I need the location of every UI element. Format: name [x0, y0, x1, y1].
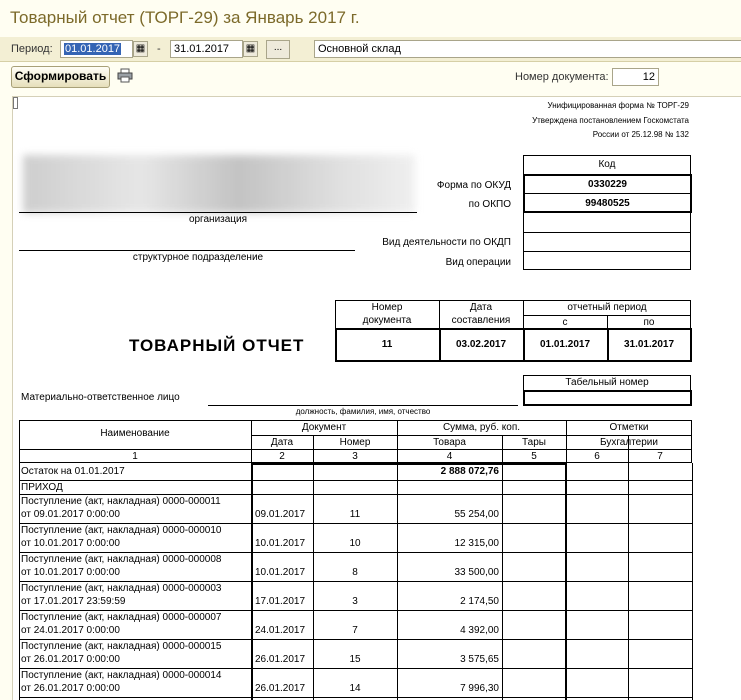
doc-number-value: 11: [381, 339, 393, 350]
operation-label: Вид операции: [445, 257, 511, 268]
okpo-value: 99480525: [585, 198, 630, 209]
generate-button[interactable]: Сформировать: [11, 66, 110, 88]
okud-label: Форма по ОКУД: [436, 180, 511, 191]
row-date: 10.01.2017: [255, 538, 306, 549]
col-number-6: 6: [594, 451, 600, 462]
printer-icon[interactable]: [117, 68, 133, 83]
doc-number-input[interactable]: 12: [612, 68, 659, 86]
col-document-header: Документ: [301, 422, 347, 433]
organization-blurred: [23, 155, 415, 213]
okud-value: 0330229: [588, 179, 627, 190]
warehouse-input[interactable]: Основной склад: [314, 40, 741, 58]
doc-number-header-2: документа: [362, 315, 412, 326]
balance-value: 2 888 072,76: [440, 466, 499, 477]
row-number: 11: [349, 509, 361, 520]
col-number-7: 7: [657, 451, 663, 462]
row-name-line2: от 17.01.2017 23:59:59: [21, 596, 126, 607]
report-sheet: [12, 96, 741, 700]
col-number-3: 3: [352, 451, 358, 462]
row-name-line2: от 26.01.2017 0:00:00: [21, 683, 120, 694]
balance-label: Остаток на 01.01.2017: [21, 466, 125, 477]
okdp-label: Вид деятельности по ОКДП: [382, 237, 511, 248]
period-to-value: 31.01.2017: [623, 339, 675, 350]
row-name-line1: Поступление (акт, накладная) 0000-000003: [21, 583, 222, 594]
col-number-2: 2: [279, 451, 285, 462]
col-name-header: Наименование: [100, 428, 170, 439]
row-name-line1: Поступление (акт, накладная) 0000-000010: [21, 525, 222, 536]
row-sum: 7 996,30: [460, 683, 499, 694]
window-title: Товарный отчет (ТОРГ-29) за Январь 2017 г.: [10, 8, 360, 27]
row-name-line2: от 26.01.2017 0:00:00: [21, 654, 120, 665]
col-date-header: Дата: [270, 437, 294, 448]
row-sum: 2 174,50: [460, 596, 499, 607]
row-name-line1: Поступление (акт, накладная) 0000-000014: [21, 670, 222, 681]
row-date: 26.01.2017: [255, 654, 306, 665]
row-sum: 33 500,00: [454, 567, 499, 578]
row-date: 10.01.2017: [255, 567, 306, 578]
report-title: ТОВАРНЫЙ ОТЧЕТ: [129, 336, 305, 355]
unified-form-text: Унифицированная форма № ТОРГ-29: [547, 101, 689, 110]
period-from-header: с: [562, 317, 568, 328]
doc-date-value: 03.02.2017: [455, 339, 507, 350]
row-number: 14: [349, 683, 361, 694]
row-number: 10: [349, 538, 361, 549]
subdivision-caption: структурное подразделение: [132, 252, 264, 263]
tab-number-header: Табельный номер: [565, 377, 649, 388]
col-sum-header: Сумма, руб. коп.: [442, 422, 521, 433]
row-sum: 12 315,00: [454, 538, 499, 549]
date-dash: -: [157, 43, 161, 55]
row-number: 8: [352, 567, 358, 578]
row-name-line2: от 10.01.2017 0:00:00: [21, 538, 120, 549]
row-number: 7: [352, 625, 358, 636]
row-number: 15: [349, 654, 361, 665]
row-name-line2: от 09.01.2017 0:00:00: [21, 509, 120, 520]
row-name-line1: Поступление (акт, накладная) 0000-000007: [21, 612, 222, 623]
period-label: Период:: [11, 43, 53, 55]
row-name-line1: Поступление (акт, накладная) 0000-000008: [21, 554, 222, 565]
row-date: 26.01.2017: [255, 683, 306, 694]
period-to-header: по: [643, 317, 655, 328]
col-number-5: 5: [531, 451, 537, 462]
col-goods-header: Товара: [433, 437, 466, 448]
period-select-button[interactable]: ...: [266, 40, 290, 59]
calendar-icon[interactable]: ▦: [133, 41, 148, 57]
date-to-input[interactable]: 31.01.2017: [170, 40, 243, 58]
cell-cursor[interactable]: [13, 97, 18, 109]
russia-text: России от 25.12.98 № 132: [592, 130, 689, 139]
col-marks-header: Отметки: [609, 422, 649, 433]
approved-text: Утверждена постановлением Госкомстата: [532, 116, 689, 125]
organization-caption: организация: [188, 214, 248, 225]
responsible-label: Материально-ответственное лицо: [21, 392, 180, 403]
row-sum: 55 254,00: [454, 509, 499, 520]
row-name-line1: Поступление (акт, накладная) 0000-000011: [21, 496, 221, 507]
row-name-line1: Поступление (акт, накладная) 0000-000015: [21, 641, 222, 652]
col-number-1: 1: [132, 451, 138, 462]
date-header-1: Дата: [469, 302, 493, 313]
row-sum: 3 575,65: [460, 654, 499, 665]
tab-number-value-box: [523, 390, 692, 406]
code-header: Код: [598, 159, 616, 170]
position-caption: должность, фамилия, имя, отчество: [295, 407, 431, 416]
period-from-value: 01.01.2017: [539, 339, 591, 350]
date-from-input[interactable]: 01.01.2017: [60, 40, 133, 58]
row-date: 24.01.2017: [255, 625, 306, 636]
calendar-icon[interactable]: ▦: [243, 41, 258, 57]
doc-number-header-1: Номер: [371, 302, 403, 313]
doc-number-label: Номер документа:: [515, 71, 609, 83]
row-number: 3: [352, 596, 358, 607]
col-number-4: 4: [446, 451, 453, 462]
okpo-label: по ОКПО: [468, 199, 511, 210]
income-label: ПРИХОД: [21, 482, 63, 493]
col-number-header: Номер: [339, 437, 371, 448]
col-tara-header: Тары: [522, 437, 546, 448]
row-sum: 4 392,00: [460, 625, 499, 636]
row-date: 09.01.2017: [255, 509, 306, 520]
date-header-2: составления: [451, 315, 511, 326]
col-accounting-header: Бухгалтерии: [600, 437, 658, 448]
row-date: 17.01.2017: [255, 596, 306, 607]
period-header: отчетный период: [567, 302, 647, 313]
row-name-line2: от 24.01.2017 0:00:00: [21, 625, 120, 636]
row-name-line2: от 10.01.2017 0:00:00: [21, 567, 120, 578]
